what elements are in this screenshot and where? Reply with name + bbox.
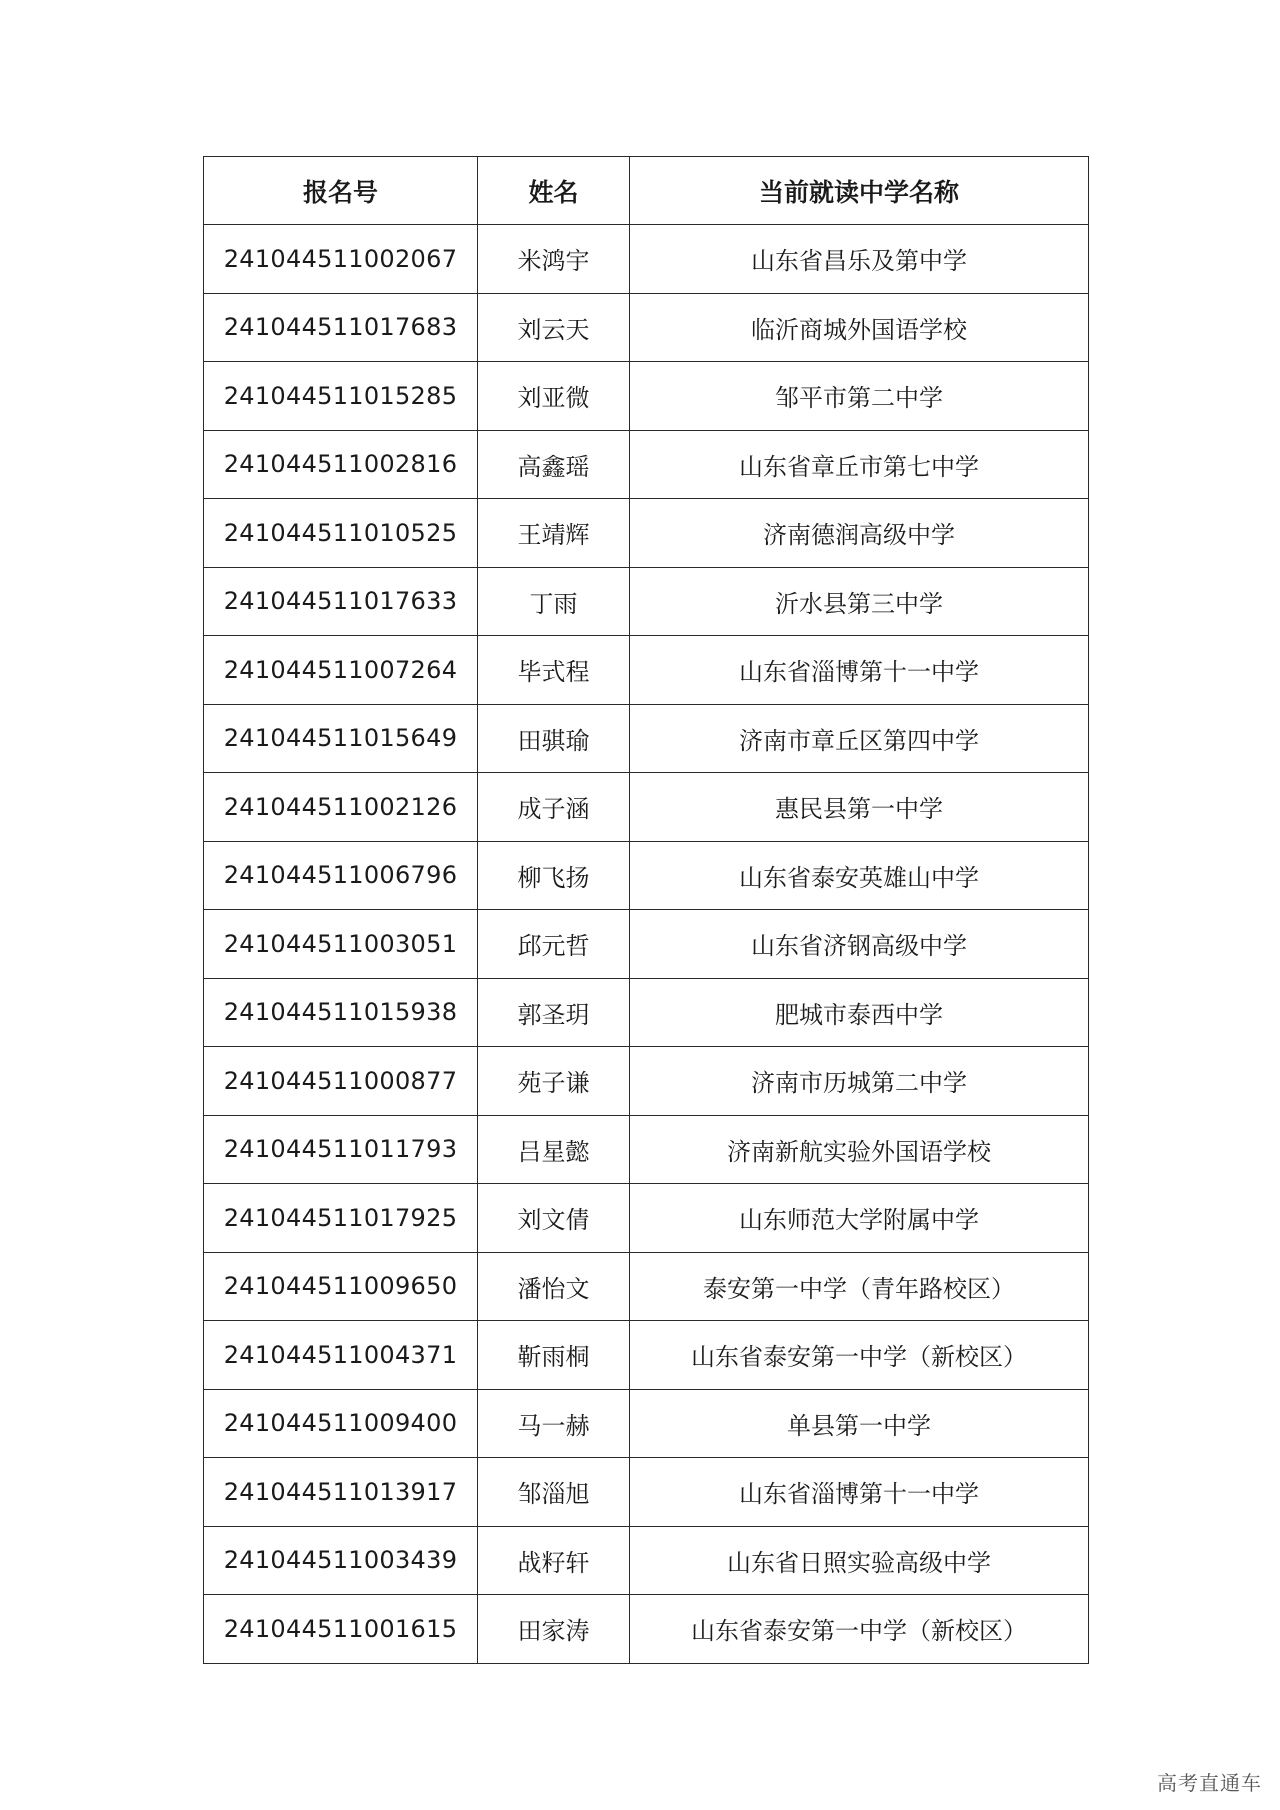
table-header	[204, 157, 1089, 225]
student-name-cell: 米鸿宇	[478, 225, 630, 294]
registration-number-cell: 241044511009650	[204, 1252, 478, 1321]
school-name-cell: 邹平市第二中学	[630, 362, 1089, 431]
table-body	[204, 225, 1089, 1664]
registration-number-cell: 241044511001615	[204, 1595, 478, 1664]
table-row	[204, 430, 1089, 499]
table-row	[204, 1595, 1089, 1664]
student-name-cell: 柳飞扬	[478, 841, 630, 910]
school-name-cell: 泰安第一中学（青年路校区）	[630, 1252, 1089, 1321]
table-row	[204, 1115, 1089, 1184]
student-name-cell: 成子涵	[478, 773, 630, 842]
header-row	[204, 157, 1089, 225]
student-name-cell: 邹淄旭	[478, 1458, 630, 1527]
registration-number-cell: 241044511015938	[204, 978, 478, 1047]
student-roster-table	[203, 156, 1089, 1664]
student-name-cell: 吕星懿	[478, 1115, 630, 1184]
student-name-cell: 刘文倩	[478, 1184, 630, 1253]
student-name-cell: 潘怡文	[478, 1252, 630, 1321]
registration-number-cell: 241044511009400	[204, 1389, 478, 1458]
registration-number-cell: 241044511003439	[204, 1526, 478, 1595]
registration-number-cell: 241044511010525	[204, 499, 478, 568]
student-name-cell: 刘亚微	[478, 362, 630, 431]
student-name-cell: 战籽轩	[478, 1526, 630, 1595]
table-row	[204, 1526, 1089, 1595]
school-name-cell: 济南新航实验外国语学校	[630, 1115, 1089, 1184]
student-name-cell: 王靖辉	[478, 499, 630, 568]
registration-number-cell: 241044511017683	[204, 293, 478, 362]
registration-number-cell: 241044511015649	[204, 704, 478, 773]
table-row	[204, 1252, 1089, 1321]
school-name-cell: 山东省泰安第一中学（新校区）	[630, 1321, 1089, 1390]
student-name-cell: 刘云天	[478, 293, 630, 362]
school-name-cell: 山东师范大学附属中学	[630, 1184, 1089, 1253]
school-name-cell: 济南市历城第二中学	[630, 1047, 1089, 1116]
registration-number-cell: 241044511017925	[204, 1184, 478, 1253]
school-name-cell: 惠民县第一中学	[630, 773, 1089, 842]
registration-number-cell: 241044511003051	[204, 910, 478, 979]
registration-number-cell: 241044511002126	[204, 773, 478, 842]
registration-number-cell: 241044511007264	[204, 636, 478, 705]
school-name-cell: 山东省昌乐及第中学	[630, 225, 1089, 294]
table-row	[204, 1458, 1089, 1527]
table-row	[204, 1389, 1089, 1458]
student-name-cell: 毕式程	[478, 636, 630, 705]
table-row	[204, 910, 1089, 979]
registration-number-cell: 241044511006796	[204, 841, 478, 910]
watermark-text: 高考直通车	[1157, 1771, 1262, 1795]
school-name-cell: 肥城市泰西中学	[630, 978, 1089, 1047]
student-name-cell: 苑子谦	[478, 1047, 630, 1116]
registration-number-cell: 241044511015285	[204, 362, 478, 431]
school-name-cell: 山东省淄博第十一中学	[630, 1458, 1089, 1527]
school-name-cell: 山东省章丘市第七中学	[630, 430, 1089, 499]
registration-number-cell: 241044511002816	[204, 430, 478, 499]
registration-number-cell: 241044511002067	[204, 225, 478, 294]
registration-number-cell: 241044511011793	[204, 1115, 478, 1184]
table-row	[204, 1321, 1089, 1390]
student-name-cell: 田骐瑜	[478, 704, 630, 773]
table-row	[204, 362, 1089, 431]
table-row	[204, 293, 1089, 362]
school-name-cell: 沂水县第三中学	[630, 567, 1089, 636]
table-row	[204, 1047, 1089, 1116]
registration-number-cell: 241044511000877	[204, 1047, 478, 1116]
registration-number-cell: 241044511004371	[204, 1321, 478, 1390]
student-name-cell: 高鑫瑶	[478, 430, 630, 499]
table-row	[204, 567, 1089, 636]
student-name-cell: 靳雨桐	[478, 1321, 630, 1390]
table-row	[204, 773, 1089, 842]
student-name-cell: 郭圣玥	[478, 978, 630, 1047]
table-row	[204, 499, 1089, 568]
table-row	[204, 978, 1089, 1047]
registration-number-cell: 241044511013917	[204, 1458, 478, 1527]
registration-number-cell: 241044511017633	[204, 567, 478, 636]
school-name-cell: 山东省淄博第十一中学	[630, 636, 1089, 705]
table-row	[204, 841, 1089, 910]
school-name-cell: 山东省济钢高级中学	[630, 910, 1089, 979]
table-row	[204, 1184, 1089, 1253]
school-name-cell: 山东省日照实验高级中学	[630, 1526, 1089, 1595]
student-name-cell: 田家涛	[478, 1595, 630, 1664]
header-name: 姓名	[478, 157, 630, 225]
school-name-cell: 山东省泰安第一中学（新校区）	[630, 1595, 1089, 1664]
school-name-cell: 济南市章丘区第四中学	[630, 704, 1089, 773]
header-registration-number: 报名号	[204, 157, 478, 225]
table-row	[204, 704, 1089, 773]
student-name-cell: 邱元哲	[478, 910, 630, 979]
student-name-cell: 马一赫	[478, 1389, 630, 1458]
table-row	[204, 636, 1089, 705]
student-name-cell: 丁雨	[478, 567, 630, 636]
school-name-cell: 山东省泰安英雄山中学	[630, 841, 1089, 910]
school-name-cell: 济南德润高级中学	[630, 499, 1089, 568]
school-name-cell: 临沂商城外国语学校	[630, 293, 1089, 362]
table-row	[204, 225, 1089, 294]
header-school: 当前就读中学名称	[630, 157, 1089, 225]
school-name-cell: 单县第一中学	[630, 1389, 1089, 1458]
